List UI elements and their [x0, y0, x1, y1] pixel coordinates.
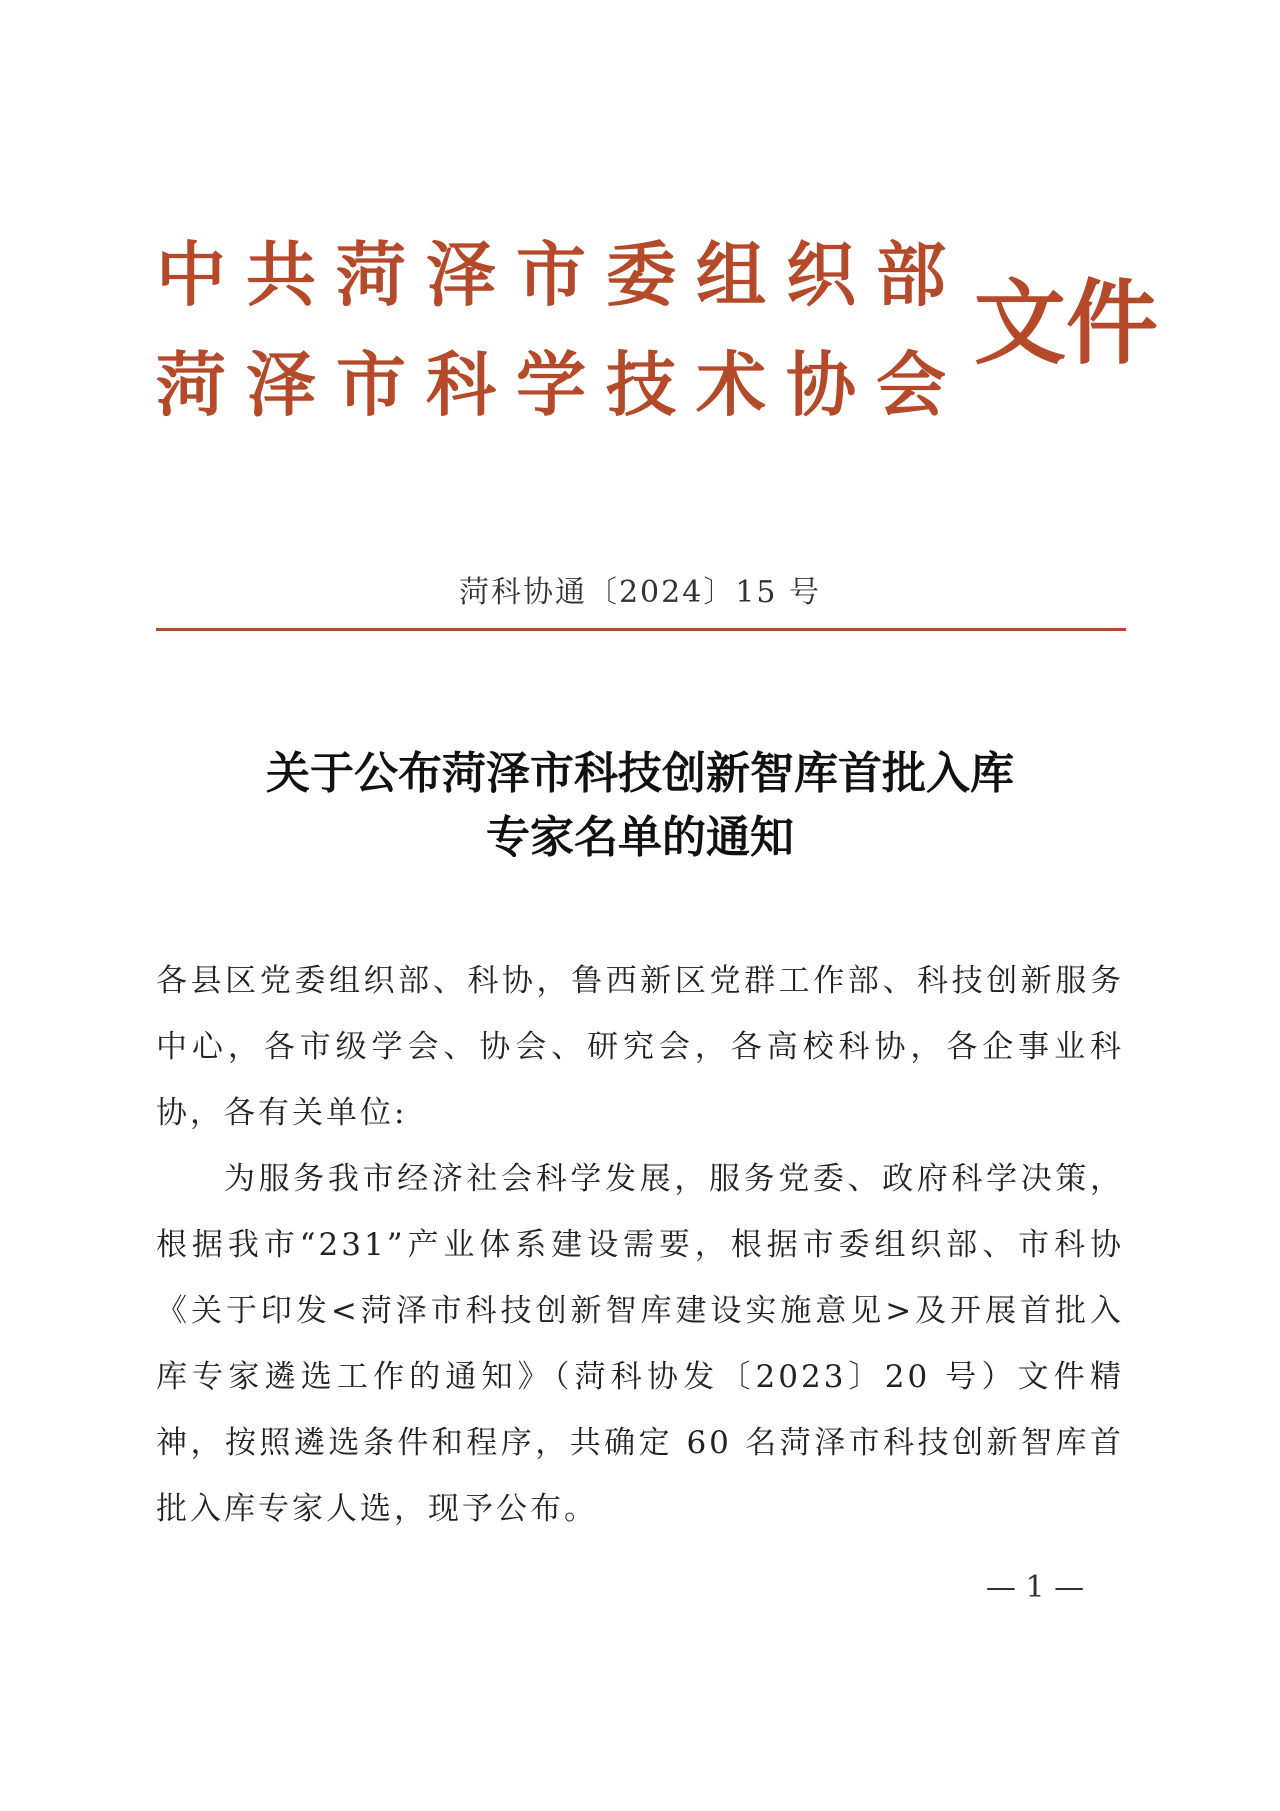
header-suffix: 文件: [974, 269, 1159, 377]
issuing-organizations: [156, 220, 946, 440]
title-line-1: 关于公布菏泽市科技创新智库首批入库: [266, 748, 1014, 799]
document-number: 菏科协通〔2024〕15 号: [458, 575, 822, 610]
body-paragraph-1: 为服务我市经济社会科学发展，服务党委、政府科学决策，根据我市“231”产业体系建设需要，根据市委组织部、市科协《关于印发<菏泽市科技创新智库建设实施意见>及开展首批入库专家遴选工作的通知》（菏科协发〔2023〕20 号）文件精神，按照遴选条件和程序，共确定 60 名菏泽市科技创新智库首批入库专家人选，现予公布。: [156, 1161, 1124, 1527]
document-title: [156, 742, 1124, 870]
header-divider: [156, 628, 1126, 631]
org-line-1: 中共菏泽市委组织部: [156, 233, 946, 316]
page-number: — 1 —: [985, 1570, 1085, 1605]
document-header: [156, 220, 1159, 426]
title-line-2: 专家名单的通知: [486, 812, 794, 863]
recipients: 各县区党委组织部、科协，鲁西新区党群工作部、科技创新服务中心，各市级学会、协会、研究会，各高校科协，各企事业科协，各有关单位:: [156, 963, 1124, 1131]
document-body: [156, 948, 1124, 1542]
org-line-2: 菏泽市科学技术协会: [156, 343, 946, 426]
